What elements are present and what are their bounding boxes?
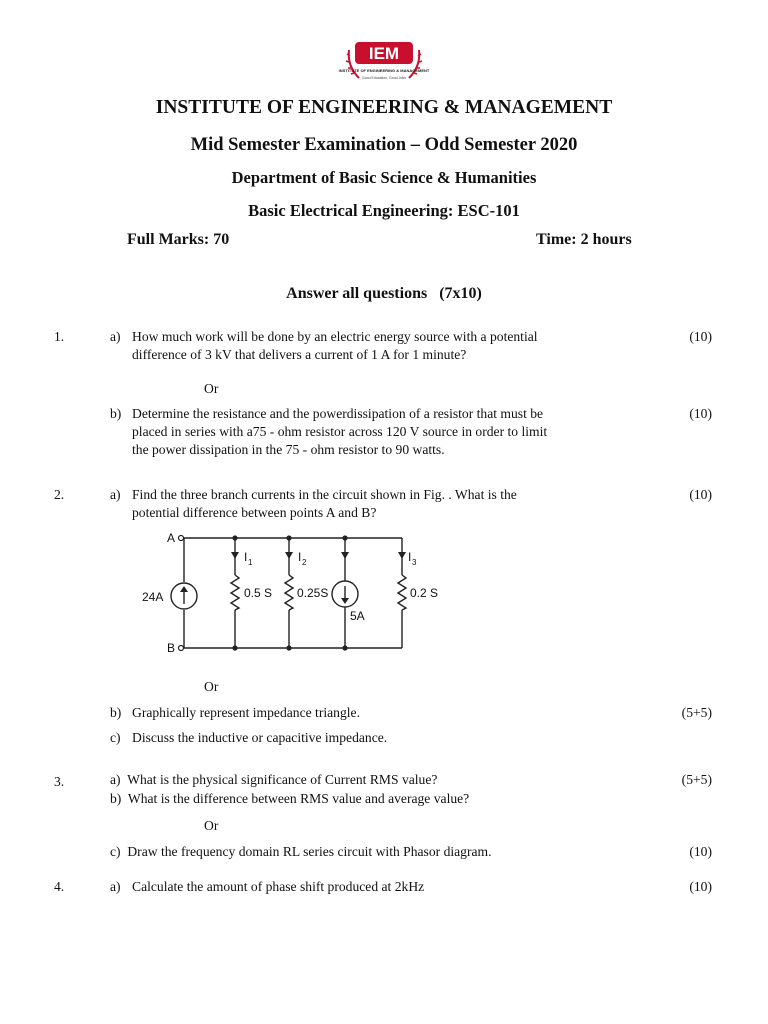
q1a-marks: (10) — [689, 329, 712, 344]
node-a-label: A — [167, 531, 176, 545]
q4a-label: a) — [110, 879, 121, 894]
q2c-text: Discuss the inductive or capacitive impedance. — [132, 730, 388, 745]
svg-text:Good Education, Good Jobs: Good Education, Good Jobs — [362, 76, 406, 80]
q2b-text: Graphically represent impedance triangle. — [132, 705, 360, 720]
department-title: Department of Basic Science & Humanities — [231, 168, 537, 187]
q2b-marks: (5+5) — [681, 705, 712, 720]
q1-or: Or — [204, 381, 219, 396]
q2-or: Or — [204, 679, 219, 694]
circuit-diagram — [140, 530, 460, 660]
course-title: Basic Electrical Engineering: ESC-101 — [248, 201, 520, 220]
instructions: Answer all questions (7x10) — [286, 285, 482, 302]
q3a-text: a) What is the physical significance of Current RMS value? — [110, 772, 438, 787]
q3c-marks: (10) — [689, 844, 712, 859]
i1-subscript: 1 — [248, 558, 253, 567]
q1a-text-line1: How much work will be done by an electric energy source with a potential — [132, 329, 538, 344]
g2-label: 0.25S — [297, 586, 329, 600]
q3c-text: c) Draw the frequency domain RL series circuit with Phasor diagram. — [110, 844, 492, 859]
svg-text:INSTITUTE OF ENGINEERING & MAN: INSTITUTE OF ENGINEERING & MANAGEMENT — [338, 68, 430, 73]
q1b-label: b) — [110, 406, 122, 421]
i5a-arrow-icon — [341, 552, 349, 559]
i2-arrow-icon — [285, 552, 293, 559]
q1a-text-line2: difference of 3 kV that delivers a current of 1 A for 1 minute? — [132, 347, 467, 362]
i2-subscript: 2 — [302, 558, 307, 567]
q2a-marks: (10) — [689, 487, 712, 502]
q3b-text: b) What is the difference between RMS value and average value? — [110, 791, 470, 806]
q1b-text-line1: Determine the resistance and the powerdissipation of a resistor that must be — [132, 406, 544, 421]
q2-number: 2. — [54, 487, 65, 502]
full-marks: Full Marks: 70 — [127, 231, 230, 248]
q3-or: Or — [204, 818, 219, 833]
q4a-marks: (10) — [689, 879, 712, 894]
q3-number: 3. — [54, 774, 65, 789]
i3-arrow-icon — [398, 552, 406, 559]
iem-logo — [338, 38, 430, 92]
terminal-b — [179, 646, 184, 651]
q1-number: 1. — [54, 329, 65, 344]
q4-number: 4. — [54, 879, 65, 894]
i1-label: I — [244, 550, 248, 564]
time-limit: Time: 2 hours — [536, 231, 632, 248]
q2b-label: b) — [110, 705, 122, 720]
q1b-text-line3: the power dissipation in the 75 - ohm resistor to 90 watts. — [132, 442, 445, 457]
q1b-text-line2: placed in series with a75 - ohm resistor across 120 V source in order to limit — [132, 424, 548, 439]
g1-label: 0.5 S — [244, 586, 273, 600]
g3-label: 0.2 S — [410, 586, 439, 600]
q3a-marks: (5+5) — [681, 772, 712, 787]
q1a-label: a) — [110, 329, 121, 344]
i3-label: I — [408, 550, 412, 564]
source-5a-label: 5A — [350, 609, 365, 623]
exam-title: Mid Semester Examination – Odd Semester 2020 — [190, 135, 578, 155]
terminal-a — [179, 536, 184, 541]
institute-title: INSTITUTE OF ENGINEERING & MANAGEMENT — [155, 97, 613, 118]
svg-text:IEM: IEM — [368, 44, 400, 63]
i1-arrow-icon — [231, 552, 239, 559]
source-24a-label: 24A — [142, 590, 164, 604]
q1b-marks: (10) — [689, 406, 712, 421]
q2a-label: a) — [110, 487, 121, 502]
i2-label: I — [298, 550, 302, 564]
i3-subscript: 3 — [412, 558, 417, 567]
q2a-text-line1: Find the three branch currents in the circuit shown in Fig. . What is the — [132, 487, 517, 502]
q2c-label: c) — [110, 730, 121, 745]
node-b-label: B — [167, 641, 176, 655]
q2a-text-line2: potential difference between points A and B? — [132, 505, 377, 520]
q4a-text: Calculate the amount of phase shift produced at 2kHz — [132, 879, 425, 894]
